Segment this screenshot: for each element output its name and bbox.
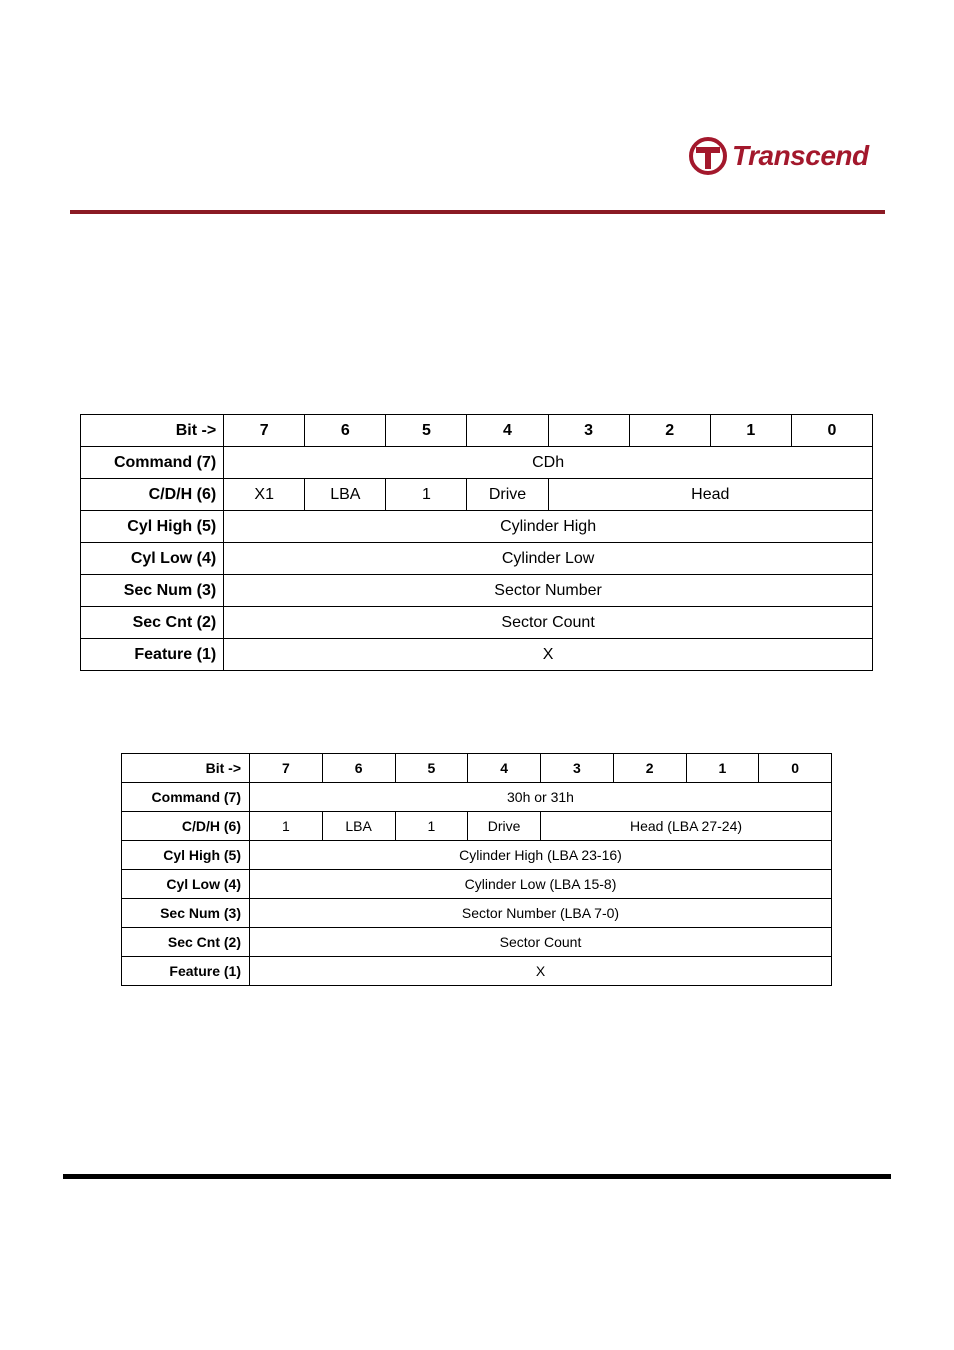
feature-value: X: [224, 639, 873, 671]
brand-name: Transcend: [732, 140, 869, 171]
bit-5-header: 5: [386, 415, 467, 447]
table-row-cdh: [81, 479, 873, 511]
cdh-bit-5: 1: [395, 812, 468, 841]
row-label: Command (7): [81, 447, 224, 479]
row-label: C/D/H (6): [81, 479, 224, 511]
row-label: Bit ->: [122, 754, 250, 783]
table-row-sec-cnt: [81, 607, 873, 639]
table-row-feature: [122, 957, 832, 986]
bit-1-header: 1: [686, 754, 759, 783]
table-row-command: [122, 783, 832, 812]
sec-num-value: Sector Number (LBA 7-0): [250, 899, 832, 928]
row-label: Command (7): [122, 783, 250, 812]
cdh-bit-5: 1: [386, 479, 467, 511]
cyl-low-value: Cylinder Low: [224, 543, 873, 575]
sec-num-value: Sector Number: [224, 575, 873, 607]
cdh-bit-6: LBA: [322, 812, 395, 841]
command-value: CDh: [224, 447, 873, 479]
cdh-bit-7: X1: [224, 479, 305, 511]
bit-6-header: 6: [322, 754, 395, 783]
row-label: C/D/H (6): [122, 812, 250, 841]
row-label: Cyl Low (4): [122, 870, 250, 899]
table-row-sec-num: [122, 899, 832, 928]
bit-0-header: 0: [791, 415, 872, 447]
bit-2-header: 2: [629, 415, 710, 447]
row-label: Cyl Low (4): [81, 543, 224, 575]
bit-3-header: 3: [548, 415, 629, 447]
table-row-sec-num: [81, 575, 873, 607]
cyl-high-value: Cylinder High: [224, 511, 873, 543]
row-label: Feature (1): [81, 639, 224, 671]
cdh-bit-4: Drive: [468, 812, 541, 841]
footer-divider: [63, 1174, 891, 1179]
feature-value: X: [250, 957, 832, 986]
table-row-feature: [81, 639, 873, 671]
cyl-high-value: Cylinder High (LBA 23-16): [250, 841, 832, 870]
bit-4-header: 4: [467, 415, 548, 447]
bit-5-header: 5: [395, 754, 468, 783]
cdh-bit-4: Drive: [467, 479, 548, 511]
sec-cnt-value: Sector Count: [224, 607, 873, 639]
table-row-command: [81, 447, 873, 479]
bit-3-header: 3: [541, 754, 614, 783]
cdh-bit-7: 1: [250, 812, 323, 841]
table-row-cdh: [122, 812, 832, 841]
table-row-sec-cnt: [122, 928, 832, 957]
table-row-cyl-high: [81, 511, 873, 543]
table-row-bits: [81, 415, 873, 447]
register-table-2: [121, 753, 832, 986]
bit-0-header: 0: [759, 754, 832, 783]
table-row-bits: [122, 754, 832, 783]
bit-4-header: 4: [468, 754, 541, 783]
cdh-head: Head (LBA 27-24): [541, 812, 832, 841]
cdh-bit-6: LBA: [305, 479, 386, 511]
bit-1-header: 1: [710, 415, 791, 447]
command-value: 30h or 31h: [250, 783, 832, 812]
row-label: Sec Num (3): [122, 899, 250, 928]
table-row-cyl-low: [81, 543, 873, 575]
brand-logo: [688, 136, 888, 176]
bit-6-header: 6: [305, 415, 386, 447]
transcend-t-logo-icon: [688, 136, 728, 176]
table-row-cyl-high: [122, 841, 832, 870]
bit-7-header: 7: [224, 415, 305, 447]
row-label: Cyl High (5): [122, 841, 250, 870]
row-label: Bit ->: [81, 415, 224, 447]
sec-cnt-value: Sector Count: [250, 928, 832, 957]
register-table-1: [80, 414, 873, 671]
row-label: Sec Cnt (2): [81, 607, 224, 639]
cdh-head: Head: [548, 479, 872, 511]
table-row-cyl-low: [122, 870, 832, 899]
bit-7-header: 7: [250, 754, 323, 783]
row-label: Cyl High (5): [81, 511, 224, 543]
cyl-low-value: Cylinder Low (LBA 15-8): [250, 870, 832, 899]
row-label: Sec Num (3): [81, 575, 224, 607]
row-label: Sec Cnt (2): [122, 928, 250, 957]
row-label: Feature (1): [122, 957, 250, 986]
bit-2-header: 2: [613, 754, 686, 783]
header-divider: [70, 210, 885, 214]
